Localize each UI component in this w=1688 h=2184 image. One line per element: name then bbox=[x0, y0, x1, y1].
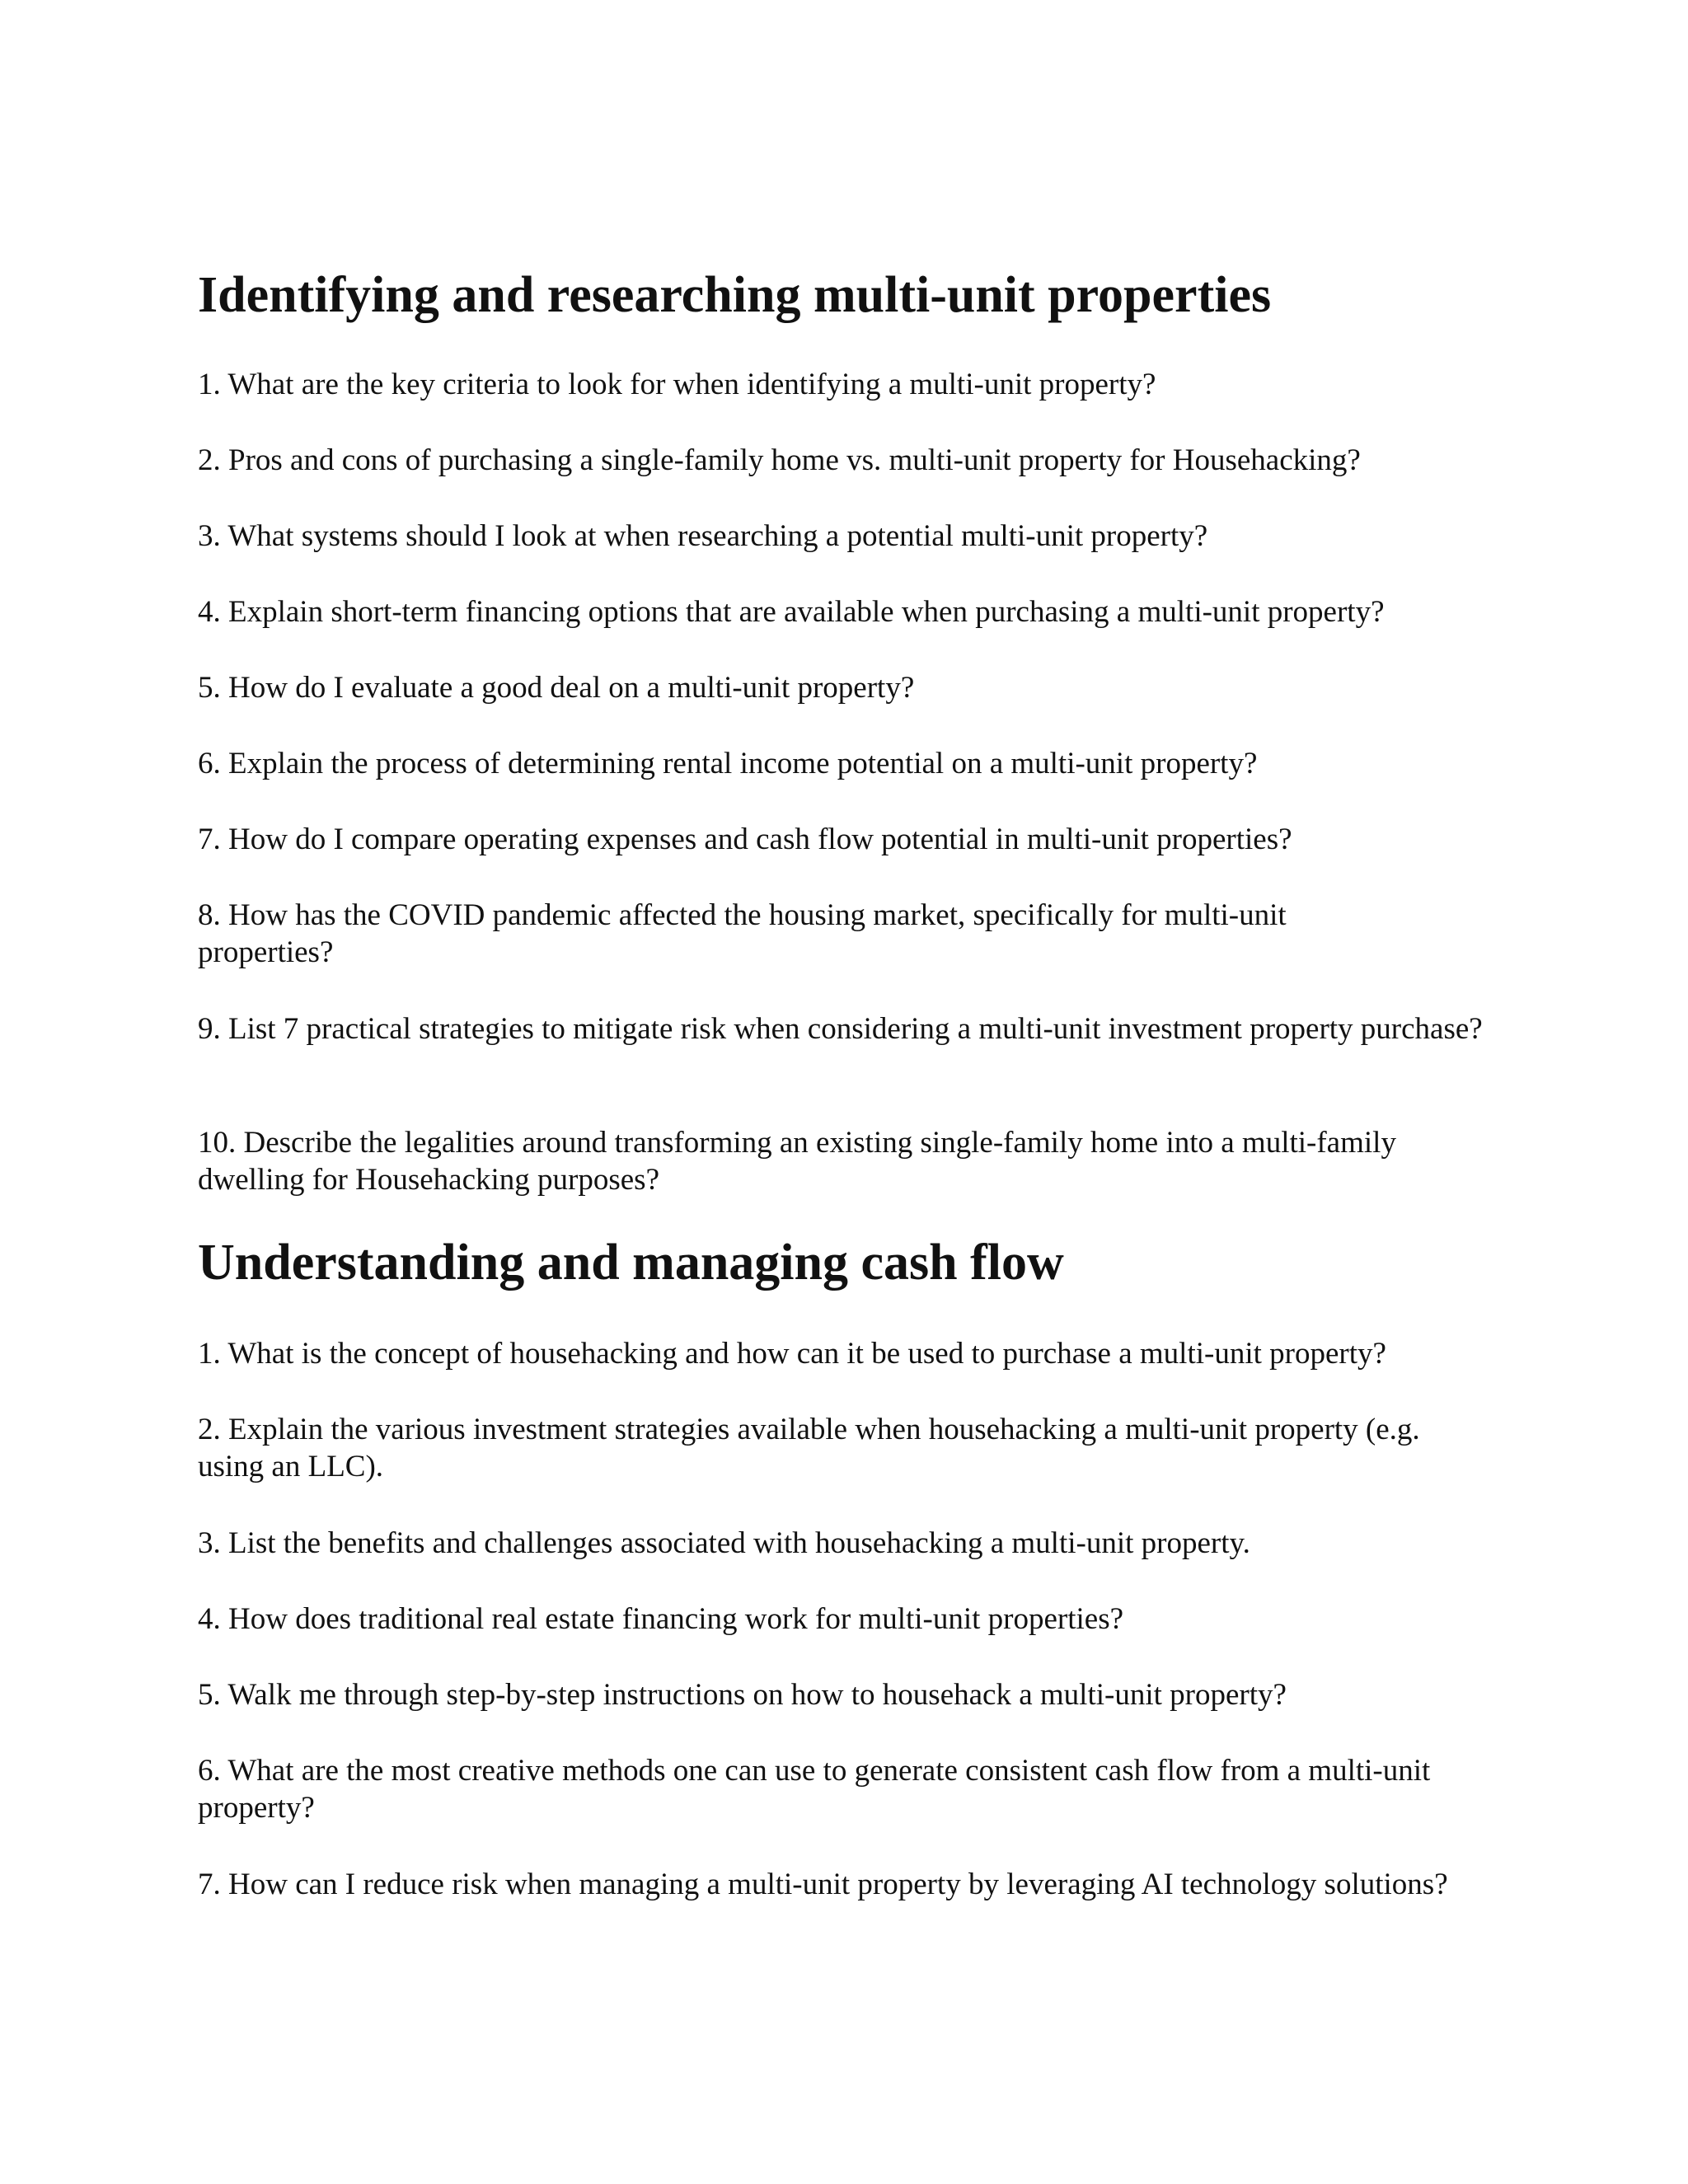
question-item: 4. How does traditional real estate financing work for multi-unit properties? bbox=[198, 1602, 1124, 1636]
question-item: 6. What are the most creative methods one can use to generate consistent cash flow from a multi-unit property? bbox=[198, 1754, 1431, 1825]
question-item: 10. Describe the legalities around transforming an existing single-family home into a multi-family dwelling for Househacking purposes? bbox=[198, 1126, 1396, 1197]
question-item: 1. What are the key criteria to look for when identifying a multi-unit property? bbox=[198, 368, 1156, 401]
question-item: 4. Explain short-term financing options that are available when purchasing a multi-unit property? bbox=[198, 595, 1385, 629]
question-item: 9. List 7 practical strategies to mitigate risk when considering a multi-unit investment property purchase? bbox=[198, 1012, 1483, 1046]
question-item: 2. Explain the various investment strategies available when househacking a multi-unit property (e.g. using an LLC). bbox=[198, 1413, 1420, 1483]
section-title: Identifying and researching multi-unit properties bbox=[198, 267, 1272, 323]
question-item: 5. How do I evaluate a good deal on a multi-unit property? bbox=[198, 671, 915, 705]
question-item: 7. How can I reduce risk when managing a multi-unit property by leveraging AI technology solutions? bbox=[198, 1868, 1448, 1901]
question-item: 2. Pros and cons of purchasing a single-family home vs. multi-unit property for Househacking? bbox=[198, 443, 1361, 477]
question-item: 6. Explain the process of determining rental income potential on a multi-unit property? bbox=[198, 747, 1258, 780]
question-item: 7. How do I compare operating expenses and cash flow potential in multi-unit properties? bbox=[198, 823, 1292, 856]
question-item: 5. Walk me through step-by-step instructions on how to househack a multi-unit property? bbox=[198, 1678, 1287, 1712]
question-item: 3. What systems should I look at when researching a potential multi-unit property? bbox=[198, 519, 1208, 553]
question-item: 3. List the benefits and challenges associated with househacking a multi-unit property. bbox=[198, 1526, 1250, 1560]
question-item: 1. What is the concept of househacking and how can it be used to purchase a multi-unit property? bbox=[198, 1337, 1386, 1371]
section-title: Understanding and managing cash flow bbox=[198, 1235, 1064, 1291]
question-item: 8. How has the COVID pandemic affected the housing market, specifically for multi-unit properties? bbox=[198, 898, 1287, 969]
